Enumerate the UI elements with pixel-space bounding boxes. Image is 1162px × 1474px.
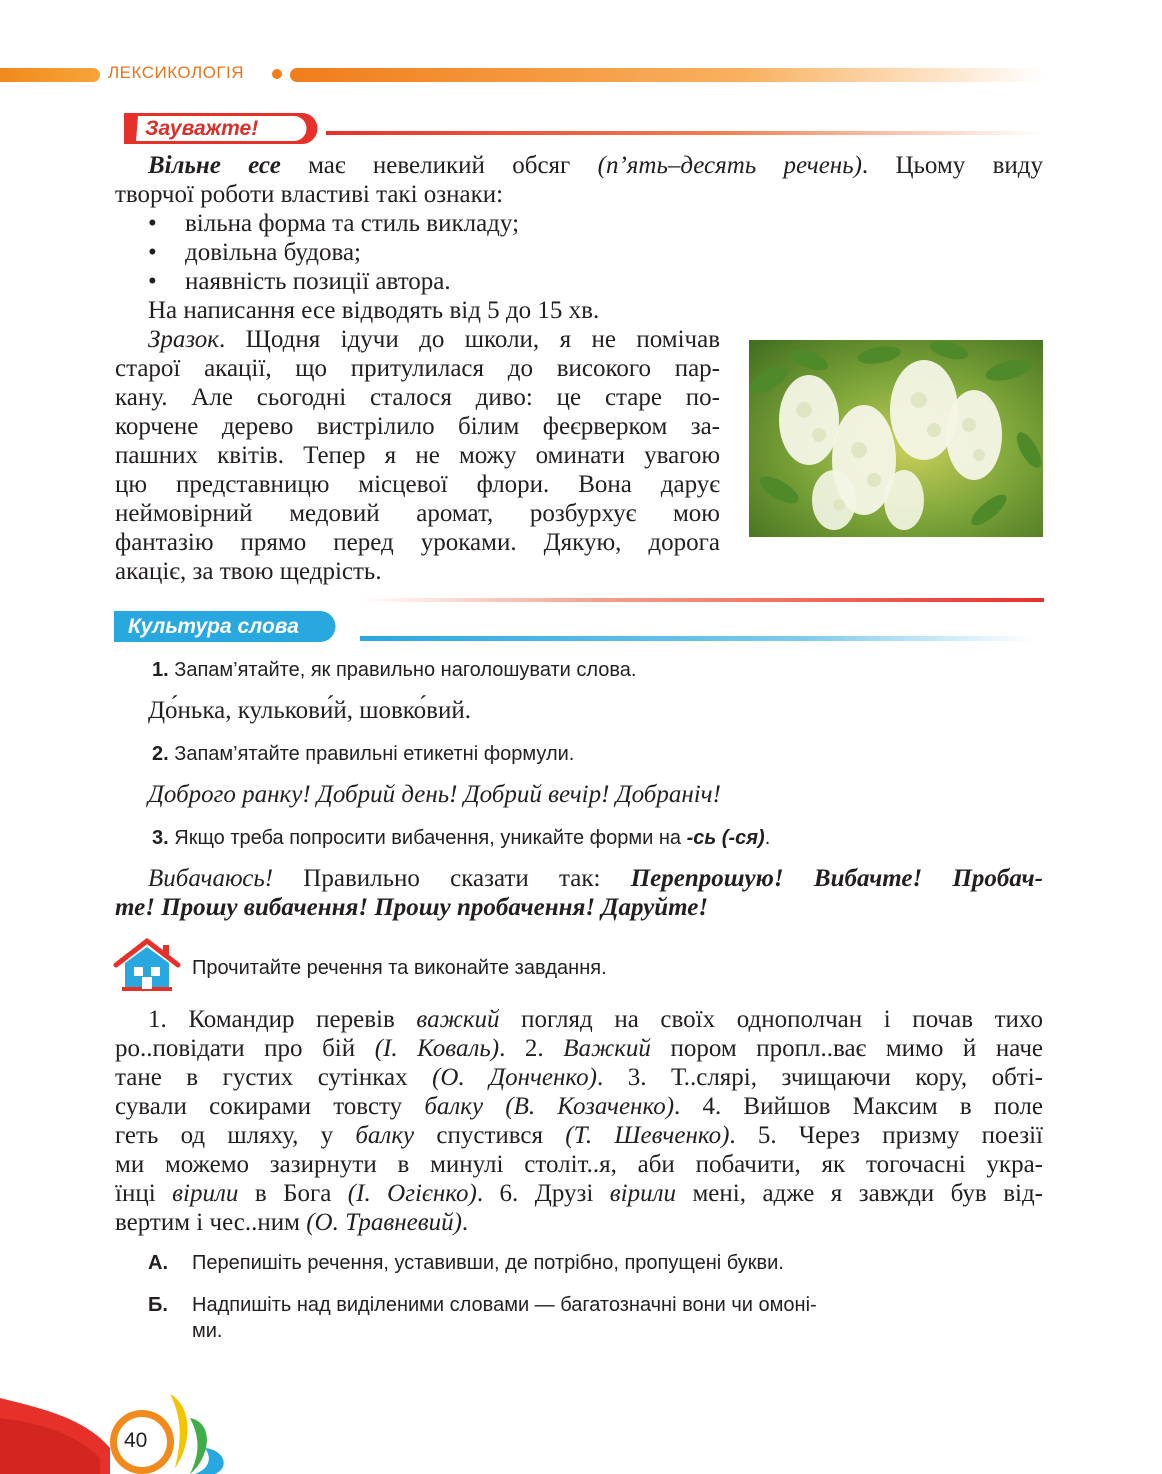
task-b: Б. [148, 1294, 168, 1316]
culture-rule [360, 636, 1036, 641]
sentence-line: 1. Командир перевів важкий погляд на своїх однополчан і почав тихо [148, 1006, 1043, 1033]
sample-line: неймовірний медовий аромат, розбурхує мою [115, 500, 720, 527]
section-title: ЛЕКСИКОЛОГІЯ [108, 63, 245, 82]
task-a-text: Перепишіть речення, уставивши, де потрібно, пропущені букви. [192, 1252, 784, 1274]
apology-example-line2: те! Прошу вибачення! Прошу пробачення! Даруйте! [115, 894, 709, 921]
house-icon [112, 937, 182, 993]
etiquette-example: Доброго ранку! Добрий день! Добрий вечір! Добраніч! [148, 781, 721, 808]
notice-paragraph-line1: Вільне есе має невеликий обсяг (п’ять–десять речень). Цьому виду [148, 152, 1043, 179]
culture-rule-top [360, 598, 1044, 602]
apology-example-line1: Вибачаюсь! Правильно сказати так: Перепрошую! Вибачте! Пробач- [148, 865, 1043, 892]
culture-task-2: 2. Запам’ятайте правильні етикетні формули. [152, 743, 575, 765]
homework-sentences [115, 1005, 1043, 1237]
header-dot [272, 69, 282, 79]
sample-line: фантазію прямо перед уроками. Дякую, дорога [115, 529, 720, 556]
sample-line: Зразок. Щодня ідучи до школи, я не помічав [148, 326, 720, 353]
header-bar-left [0, 68, 100, 82]
sample-line: старої акації, що притулилася до високого пар- [115, 355, 720, 382]
sentence-line: тане в густих сутінках (О. Донченко). 3. Т..слярі, зчищаючи кору, обті- [115, 1064, 1044, 1091]
footer-swoosh [0, 1378, 240, 1474]
notice-paragraph-line2: творчої роботи властиві такі ознаки: [115, 181, 504, 208]
culture-task-1: 1. Запам’ятайте, як правильно наголошувати слова. [152, 659, 637, 681]
sentence-line: ро..повідати про бій (І. Коваль). 2. Важкий пором пропл..ває мимо й наче [115, 1035, 1043, 1062]
sample-line: кану. Але сьогодні сталося диво: це старе по- [115, 384, 720, 411]
sample-line: цю представницю місцевої флори. Вона дарує [115, 471, 720, 498]
sentence-line: сували сокирами товсту балку (В. Козаченко). 4. Вийшов Максим в поле [115, 1093, 1043, 1120]
culture-badge-label: Культура слова [128, 615, 299, 638]
notice-rule [326, 131, 1044, 135]
stress-example: До́нька, кулькови́й, шовко́вий. [148, 697, 471, 724]
page-number: 40 [124, 1429, 148, 1452]
sentence-line: геть од шляху, у балку спустився (Т. Шевченко). 5. Через призму поезії [115, 1122, 1043, 1149]
task-a: А. [148, 1252, 168, 1274]
time-note: На написання есе відводять від 5 до 15 хв. [148, 297, 600, 324]
task-b-text: Надпишіть над виділеними словами — багатозначні вони чи омоні- [192, 1294, 817, 1316]
sentence-line: ми можемо зазирнути в минулі століт..я, аби побачити, як тогочасні укра- [115, 1151, 1043, 1178]
task-b-text-cont: ми. [192, 1320, 223, 1342]
sample-paragraph [115, 325, 720, 586]
culture-task-3: 3. Якщо треба попросити вибачення, уникайте форми на -сь (-ся). [152, 827, 771, 849]
sample-line: пашних квітів. Тепер я не можу оминати увагою [115, 442, 720, 469]
sample-line: корчене дерево вистрілило білим феєрверком за- [115, 413, 720, 440]
sentence-line: вертим і чес..ним (О. Травневий). [115, 1209, 469, 1236]
header-bar-right [290, 68, 1045, 82]
sentence-line: їнці вірили в Бога (І. Огієнко). 6. Друзі вірили мені, адже я завжди був від- [115, 1180, 1044, 1207]
sample-line: акаціє, за твою щедрість. [115, 558, 382, 585]
acacia-photo [749, 340, 1043, 537]
homework-instruction: Прочитайте речення та виконайте завдання. [192, 957, 607, 979]
notice-badge-label: Зауважте! [145, 117, 259, 140]
